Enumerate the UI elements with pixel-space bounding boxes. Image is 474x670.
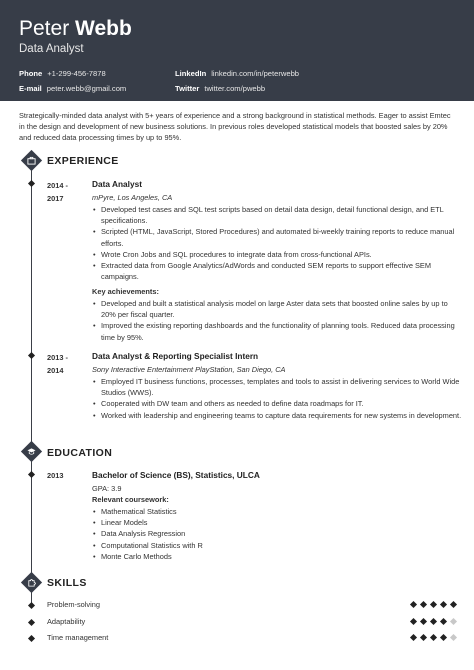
job-bullets bbox=[92, 204, 462, 282]
summary-text: Strategically-minded data analyst with 5+ years of experience and a strong background in statistical methods. Eager to assist Emtec in the design and development of new business solutions. In previous roles developed statistical models that boosted sales by 20% and reduced data processing times by up to 95%. bbox=[19, 111, 451, 143]
first-name: Peter bbox=[19, 17, 70, 40]
list-item: • Mathematical Statistics bbox=[92, 506, 392, 517]
rating-diamond-filled bbox=[440, 634, 447, 641]
email-link[interactable]: peter.webb@gmail.com bbox=[46, 84, 127, 93]
education-year: 2013 bbox=[47, 471, 64, 480]
linkedin-contact bbox=[175, 69, 299, 78]
job-role: Data Analyst & Reporting Specialist Intern bbox=[92, 351, 259, 361]
coursework-list bbox=[92, 506, 392, 562]
rating-diamond-empty bbox=[450, 634, 457, 641]
achievements-label: Key achievements: bbox=[92, 287, 159, 296]
phone-contact bbox=[19, 69, 106, 78]
skill-rating bbox=[411, 634, 461, 642]
puzzle-icon bbox=[21, 572, 42, 593]
resume-header bbox=[0, 0, 474, 101]
job-date: 2013 - 2014 bbox=[47, 353, 68, 375]
skill-rating bbox=[411, 618, 461, 626]
skill-name: Time management bbox=[47, 633, 109, 642]
gpa: GPA: 3.9 bbox=[92, 484, 122, 493]
achievement-bullets bbox=[92, 298, 462, 343]
coursework-label: Relevant coursework: bbox=[92, 495, 169, 504]
list-item: • Monte Carlo Methods bbox=[92, 551, 392, 562]
twitter-link[interactable]: twitter.com/pwebb bbox=[204, 84, 266, 93]
list-item: • Scripted (HTML, JavaScript, Stored Procedures) and automated bi-weekly training reports to reduce manual efforts. bbox=[92, 226, 462, 248]
job-company: mPyre, Los Angeles, CA bbox=[92, 193, 173, 202]
timeline-dot bbox=[28, 180, 35, 187]
skill-name: Adaptability bbox=[47, 617, 86, 626]
list-item: • Developed and built a statistical analysis model on large Aster data sets that boosted online sales by up to 20% per fiscal quarter. bbox=[92, 298, 462, 320]
phone-value: +1-299-456-7878 bbox=[47, 69, 106, 78]
job-company: Sony Interactive Entertainment PlayStation, San Diego, CA bbox=[92, 365, 286, 374]
job-role: Data Analyst bbox=[92, 179, 142, 189]
list-item: • Linear Models bbox=[92, 517, 392, 528]
list-item: • Improved the existing reporting dashboards and the functionality of planning tools. Reduced data processing time by 95%. bbox=[92, 320, 462, 342]
skills-title: SKILLS bbox=[47, 577, 87, 589]
experience-title: EXPERIENCE bbox=[47, 155, 119, 167]
rating-diamond-filled bbox=[440, 601, 447, 608]
list-item: • Extracted data from Google Analytics/AdWords and conducted SEM reports to support effective SEM campaigns. bbox=[92, 260, 462, 282]
job-bullets bbox=[92, 376, 462, 421]
rating-diamond-filled bbox=[410, 618, 417, 625]
rating-diamond-filled bbox=[440, 618, 447, 625]
list-item: • Cooperated with DW team and others as needed to define data roadmaps for IT. bbox=[92, 398, 462, 409]
timeline-line bbox=[31, 168, 32, 608]
list-item: • Employed IT business functions, processes, templates and tools to assist in delivering services to World Wide Studios (WWS). bbox=[92, 376, 462, 398]
phone-label: Phone bbox=[19, 69, 43, 78]
timeline-dot bbox=[28, 352, 35, 359]
twitter-contact bbox=[175, 84, 265, 93]
rating-diamond-filled bbox=[430, 601, 437, 608]
job-title: Data Analyst bbox=[19, 43, 84, 55]
email-contact bbox=[19, 84, 126, 93]
education-title: EDUCATION bbox=[47, 447, 113, 459]
linkedin-label: LinkedIn bbox=[175, 69, 207, 78]
degree: Bachelor of Science (BS), Statistics, ULCA bbox=[92, 470, 260, 480]
twitter-label: Twitter bbox=[175, 84, 200, 93]
rating-diamond-filled bbox=[420, 601, 427, 608]
job-date: 2014 - 2017 bbox=[47, 181, 68, 203]
rating-diamond-filled bbox=[430, 618, 437, 625]
rating-diamond-filled bbox=[420, 618, 427, 625]
list-item: • Data Analysis Regression bbox=[92, 528, 392, 539]
graduation-cap-icon bbox=[21, 441, 42, 462]
rating-diamond-filled bbox=[420, 634, 427, 641]
list-item: • Computational Statistics with R bbox=[92, 540, 392, 551]
candidate-name bbox=[19, 17, 132, 41]
rating-diamond-filled bbox=[450, 601, 457, 608]
list-item: • Worked with leadership and engineering teams to capture data requirements for new systems in development. bbox=[92, 410, 462, 421]
briefcase-icon bbox=[21, 150, 42, 171]
timeline-dot bbox=[28, 602, 35, 609]
linkedin-link[interactable]: linkedin.com/in/peterwebb bbox=[211, 69, 300, 78]
timeline-dot bbox=[28, 471, 35, 478]
list-item: • Wrote Cron Jobs and SQL procedures to integrate data from cross-functional APIs. bbox=[92, 249, 462, 260]
timeline-dot bbox=[28, 619, 35, 626]
rating-diamond-filled bbox=[410, 601, 417, 608]
rating-diamond-filled bbox=[410, 634, 417, 641]
last-name: Webb bbox=[75, 17, 132, 40]
list-item: • Developed test cases and SQL test scripts based on detail data design, detail functional design, and ETL specifications. bbox=[92, 204, 462, 226]
skill-rating bbox=[411, 601, 461, 609]
rating-diamond-empty bbox=[450, 618, 457, 625]
rating-diamond-filled bbox=[430, 634, 437, 641]
timeline-dot bbox=[28, 635, 35, 642]
skill-name: Problem-solving bbox=[47, 600, 100, 609]
email-label: E-mail bbox=[19, 84, 42, 93]
